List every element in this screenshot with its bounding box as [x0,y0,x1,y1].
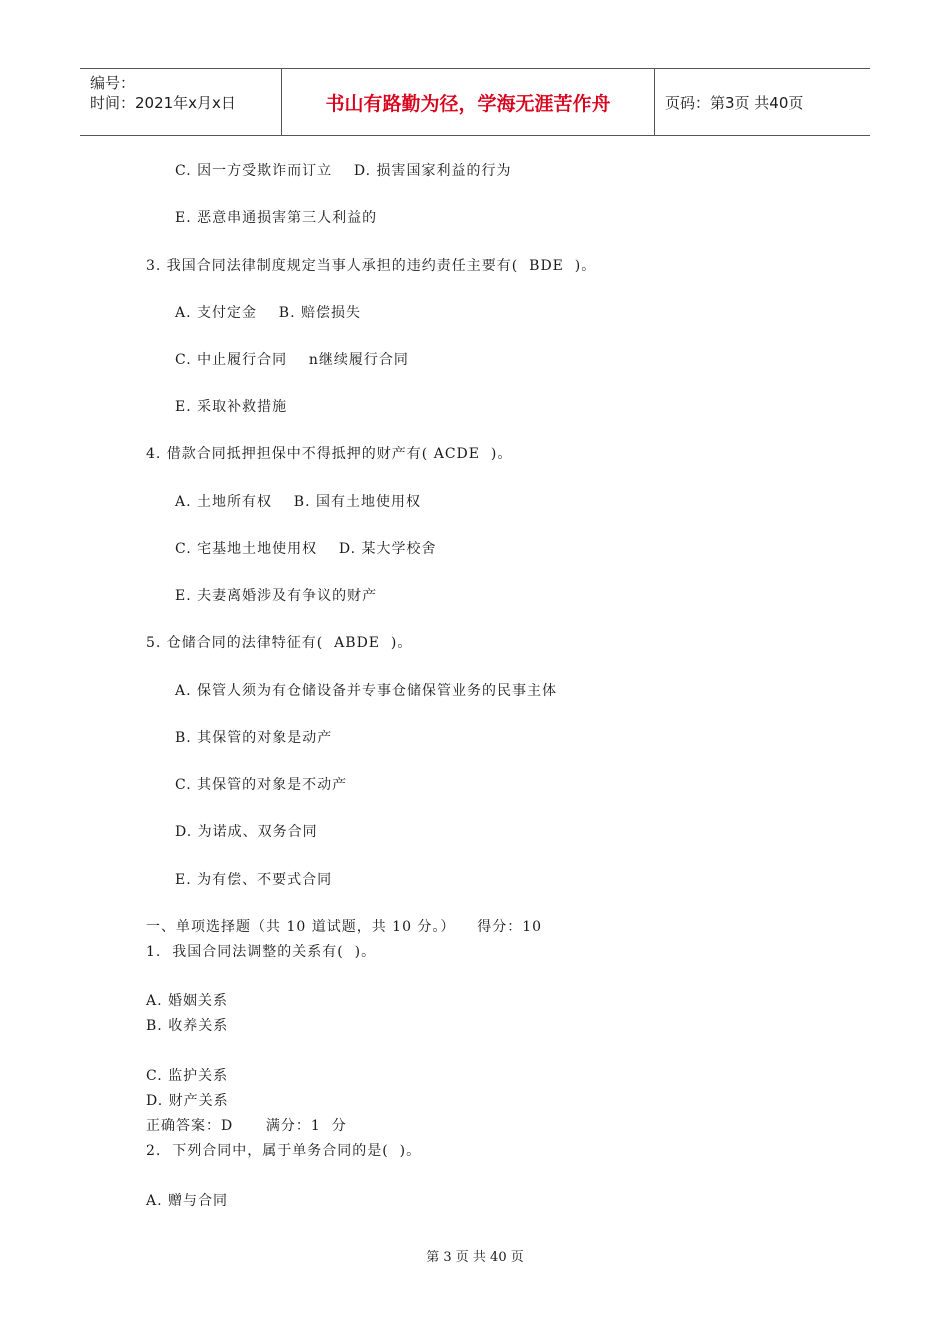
option-line: E. 为有偿、不要式合同 [175,872,333,888]
document-date: 时间：2021年x月x日 [90,94,236,112]
option-line: C. 其保管的对象是不动产 [175,777,348,793]
option-line: D. 财产关系 [146,1093,229,1109]
option-line: D. 为诺成、双务合同 [175,824,318,840]
document-number-label: 编号： [90,74,136,92]
question-line: 4. 借款合同抵押担保中不得抵押的财产有( ACDE )。 [146,446,513,462]
option-line: A. 赠与合同 [146,1193,229,1209]
option-line: C. 监护关系 [146,1068,229,1084]
option-line: A. 婚姻关系 [146,993,229,1009]
option-line: E. 采取补救措施 [175,399,288,415]
header-motto: 书山有路勤为径，学海无涯苦作舟 [282,69,655,135]
option-line: C. 因一方受欺诈而订立 D. 损害国家利益的行为 [175,163,512,179]
question-line: 1. 我国合同法调整的关系有( )。 [146,944,377,960]
option-line: E. 夫妻离婚涉及有争议的财产 [175,588,378,604]
option-line: A. 支付定金 B. 赔偿损失 [175,305,361,321]
answer-line: 正确答案：D 满分：1 分 [146,1118,347,1134]
question-line: 2. 下列合同中，属于单务合同的是( )。 [146,1143,422,1159]
option-line: C. 宅基地土地使用权 D. 某大学校舍 [175,541,437,557]
option-line: C. 中止履行合同 n继续履行合同 [175,352,409,368]
page-footer: 第 3 页 共 40 页 [426,1250,524,1265]
question-line: 3. 我国合同法律制度规定当事人承担的违约责任主要有( BDE )。 [146,258,597,274]
header-meta-cell [80,69,282,135]
section-heading: 一、单项选择题（共 10 道试题，共 10 分。） 得分：10 [146,919,543,935]
page-header [80,68,870,136]
option-line: A. 保管人须为有仓储设备并专事仓储保管业务的民事主体 [175,683,558,699]
question-line: 5. 仓储合同的法律特征有( ABDE )。 [146,635,413,651]
option-line: B. 其保管的对象是动产 [175,730,333,746]
option-line: B. 收养关系 [146,1018,229,1034]
option-line: E. 恶意串通损害第三人利益的 [175,210,378,226]
option-line: A. 土地所有权 B. 国有土地使用权 [175,494,421,510]
header-page-info: 页码：第3页 共40页 [665,93,804,112]
